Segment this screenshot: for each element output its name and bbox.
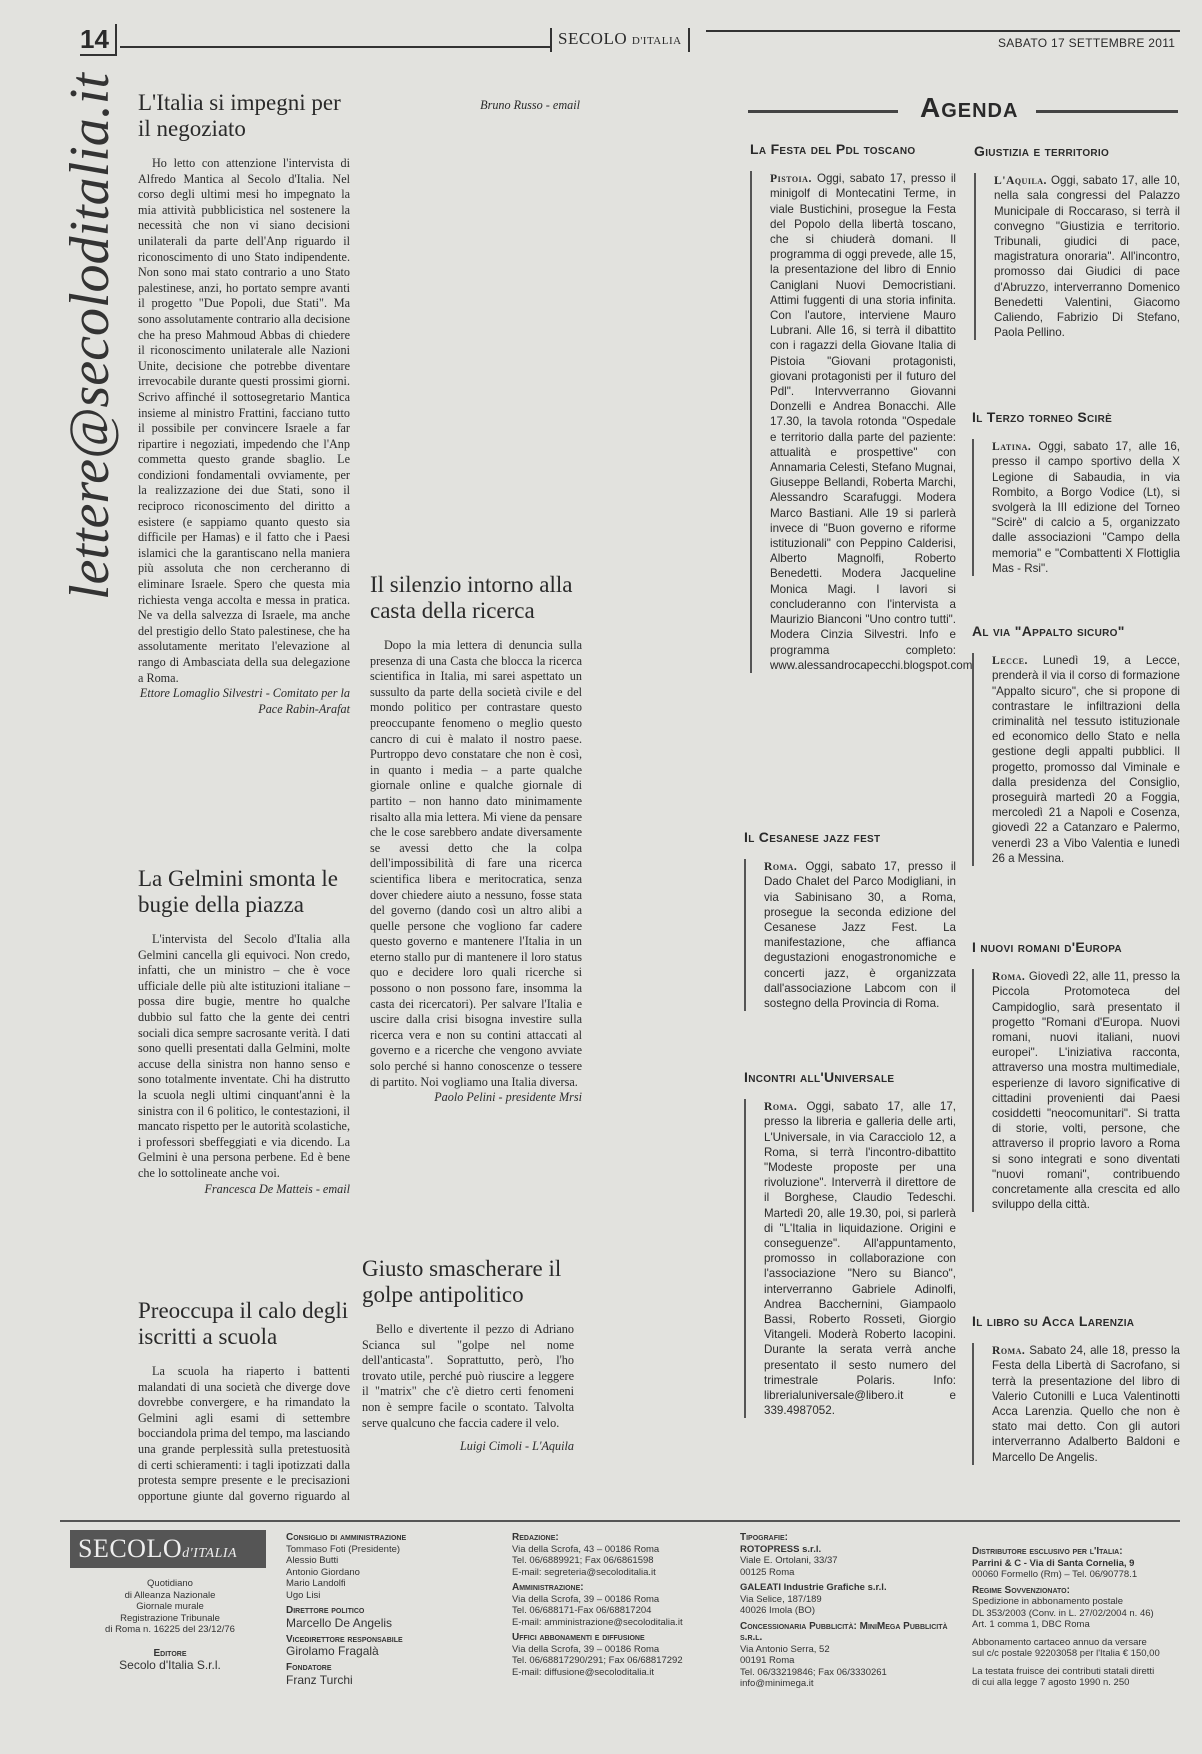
agenda-item-text: Oggi, sabato 17, presso il minigolf di Montecatini Terme, in viale Bustichini, prosegue la Festa del Popolo della libertà toscano, che si chiuderà domani. Il programma di oggi prevede, alle 15, la presentazione del libro di Ennio Caniglani Nuovi Democristiani. Attimi fuggenti di una storia infinita. Con l'autore, interviene Mauro Lubrani. Alle 16, si terrà il dibattito con i ragazzi della Giovane Italia di Pistoia "Giovani protagonisti, giovani protagonisti per il futuro del Pdl". Intervverranno Giovanni Donzelli e Andrea Bonacchi. Alle 17.30, la tavola rotonda "Ospedale e territorio dalla parte del paziente: attualità e prospettive" con Annamaria Celesti, Stefano Mugnai, Giuseppe Bellandi, Roberta Marchi, Alessandro Scarafuggi. Modera Marco Bastiani. Alle 19 si parlerà invece di "Buon governo e riforme istituzionali" con Peppino Calderisi, Alberto Magnolfi, Roberto Benedetti. Modera Jacqueline Monica Magi. I lavori si concluderanno con l'intervista a Maurizio Bianconi "Uno contro tutti". Modera Cinzia Silvestri. Info e programma completo: www.alessandrocapecchi.blogspot.com: [770, 172, 973, 672]
footer-text: Spedizione in abbonamento postale: [972, 1596, 1124, 1607]
agenda-item-text: Oggi, sabato 17, presso il Dado Chalet del Parco Modigliani, in via Sabinisano 30, a Roma, prosegue la seconda edizione del Cesanese Jazz Fest. La manifestazione, che affianca degustazioni enogastronomiche e concerti jazz, è organizzata dall'associazione Labcom con il sostegno della Provincia di Roma.: [764, 860, 956, 1011]
agenda-item-city: Latina.: [992, 440, 1032, 454]
article-signature: Francesca De Matteis - email: [204, 1181, 350, 1196]
agenda-item: [972, 1314, 1180, 1465]
footer-text: E-mail: segreteria@secoloditalia.it: [512, 1566, 656, 1578]
masthead: [550, 28, 690, 52]
footer-text: di cui alla legge 7 agosto 1990 n. 250: [972, 1677, 1130, 1688]
agenda-item: [744, 830, 956, 1011]
header-rule-right: [706, 30, 1180, 32]
footer-board: [286, 1532, 486, 1687]
issue-date: SABATO 17 SETTEMBRE 2011: [998, 36, 1176, 50]
letters-email-vertical: lettere@secoloditalia.it: [59, 73, 121, 600]
footer-text: Art. 1 comma 1, DBC Roma: [972, 1619, 1090, 1630]
footer-label: Vicedirettore responsabile: [286, 1633, 403, 1645]
agenda-rule-left: [748, 110, 898, 113]
footer-text: 00191 Roma: [740, 1655, 795, 1666]
article-ricerca: [370, 572, 582, 1106]
footer-text: di Alleanza Nazionale: [124, 1589, 216, 1601]
article-title: La Gelmini smonta le bugie della piazza: [138, 866, 338, 917]
masthead-title: SECOLO: [558, 29, 628, 48]
agenda-item-title: Giustizia e territorio: [974, 143, 1110, 159]
agenda-title: Agenda: [920, 92, 1019, 123]
footer-text: Via Selice, 187/189: [740, 1593, 822, 1605]
footer-text: Abbonamento cartaceo annuo da versare: [972, 1636, 1147, 1648]
footer-printing: [740, 1532, 960, 1690]
footer-text: E-mail: diffusione@secoloditalia.it: [512, 1666, 655, 1678]
article-gelmini: [138, 866, 350, 1197]
footer-text: Via della Scrofa, 39 – 00186 Roma: [512, 1593, 660, 1605]
agenda-item: [744, 1070, 956, 1418]
article-iscritti-part1: [138, 1298, 350, 1503]
footer-text: Antonio Giordano: [286, 1566, 360, 1578]
agenda-item-title: Il Terzo torneo Scirè: [972, 409, 1113, 425]
agenda-item-title: I nuovi romani d'Europa: [972, 939, 1122, 955]
footer-text: di Roma n. 16225 del 23/12/76: [105, 1624, 235, 1635]
agenda-item-title: Il libro su Acca Larenzia: [972, 1313, 1135, 1329]
footer-label: Fondatore: [286, 1662, 332, 1673]
agenda-item-city: Roma.: [764, 1100, 798, 1114]
footer-text: Giornale murale: [136, 1601, 204, 1612]
footer-text: Secolo d'Italia S.r.l.: [119, 1658, 221, 1672]
footer-text: Via della Scrofa, 43 – 00186 Roma: [512, 1543, 660, 1555]
agenda-item: [974, 144, 1180, 340]
article-body: La scuola ha riaperto i battenti malandati di una società che diverge dove dovrebbe convergere, e ha rimandato la Gelmini agli esami di settembre bocciandola prima del tempo, ma lasciando una grande perplessità sulla pretestuosità di certi schieramenti: i tagli ipotizzati dalla protesta sempre presente e le precisazioni opportune giunte dal governo riguardo al: [138, 1364, 350, 1503]
footer-label: Tipografie:: [740, 1532, 788, 1543]
footer-label: Regime Sovvenzionato:: [972, 1584, 1070, 1596]
agenda-item-text: Lunedì 19, a Lecce, prenderà il via il corso di formazione "Appalto sicuro", che si propone di contrastare le infiltrazioni della criminalità nel tessuto istituzionale ed economico dello Stato e nella gestione degli appalti pubblici. Il progetto, promosso dal Viminale e dalla presidenza del Consiglio, proseguirà martedì 20 a Foggia, mercoledì 21 a Napoli e Cosenza, giovedì 22 a Catanzaro e Palermo, venerdì 23 a Vibo Valentia e lunedì 26 a Messina.: [992, 654, 1180, 865]
footer-text: 00125 Roma: [740, 1566, 795, 1578]
footer-distribution: [972, 1546, 1180, 1689]
article-body: Dopo la mia lettera di denuncia sulla presenza di una Casta che blocca la ricerca scientifica in Italia, mi sarei aspettato un sussulto da parte della società civile e del mondo politico per contrastare questo preoccupante fenomeno o meglio questo cancro di cui è malato il nostro paese. Purtroppo devo constatare che non è così, in quanto i media – a parte qualche giornale online e qualche giornale di partito – non hanno dato minimamente risalto alla mia lettera. Mi viene da pensare che le cose sarebbero andate diversamente se avessi detto che la colpa dell'impossibilità di fare una ricerca scientifica libera e meritocratica, senza dover chiedere aiuto a nessuno, fosse stata del governo (dando così un altro alibi a quelle persone che vogliono far cadere questo governo e mantenere l'Italia in un eterno stallo pur di mantenere il loro status quo e decidere loro quali ricerche si possono o non possono fare, insomma la casta dei ricercatori). Per salvare l'Italia e uscire dalla crisi bisogna investire sulla ricerca vera e non su contini attaccati al governo e a ricerche che vengono avviate solo perché si hanno conoscenze o tessere di partito. Noi vogliamo una Italia diversa.: [370, 638, 582, 1089]
footer-text: GALEATI Industrie Grafiche s.r.l.: [740, 1582, 887, 1593]
agenda-item-text: Sabato 24, alle 18, presso la Festa della Libertà di Sacrofano, si terrà la presentazione del libro di Valerio Cutonilli e Luca Valentinotti Acca Larenzia. Quello che non è stato mai detto. Con gli autori interverranno Adalberto Baldoni e Marcello De Angelis.: [992, 1344, 1180, 1464]
footer-text: Tel. 06/6889921; Fax 06/6861598: [512, 1555, 654, 1566]
header-rule-left: [120, 46, 550, 48]
agenda-item-text: Giovedì 22, alle 11, presso la Piccola Protomoteca del Campidoglio, sarà presentato il progetto "Romani d'Europa. Nuovi romani, nuovi italiani, nuovi europei". L'iniziativa racconta, attraverso una mostra multimediale, esperienze di lavoro significative di cittadini provenienti dai Paesi cosiddetti "neocomunitari". Si tratta di storie, volti, persone, che attraverso il proprio lavoro a Roma si sono integrati e sono diventati "nuovi romani", contribuendo concretamente alla crescita ed allo sviluppo della città.: [992, 970, 1180, 1212]
footer-text: E-mail: amministrazione@secoloditalia.it: [512, 1616, 683, 1628]
footer-text: Tommaso Foti (Presidente): [286, 1543, 401, 1555]
footer-text: Tel. 06/688171-Fax 06/68817204: [512, 1605, 652, 1616]
footer-registration: [80, 1578, 260, 1672]
footer-text: 40026 Imola (BO): [740, 1605, 815, 1616]
footer-label: Redazione:: [512, 1532, 559, 1543]
footer-label: Editore: [153, 1647, 187, 1659]
footer-text: Parrini & C - Via di Santa Cornelia, 9: [972, 1557, 1135, 1569]
footer-text: DL 353/2003 (Conv. in L. 27/02/2004 n. 46): [972, 1607, 1154, 1619]
footer-text: Tel. 06/68817290/291; Fax 06/68817292: [512, 1655, 683, 1666]
agenda-item-text: Oggi, sabato 17, alle 10, nella sala congressi del Palazzo Municipale di Roccaraso, si terrà il convegno "Giustizia e territorio. Tribunali, giudici di pace, magistratura onoraria". All'incontro, promosso dai Giudici di pace d'Abruzzo, interverranno Domenico Benedetti Valentini, Giacomo Caliendo, Fabrizio Di Stefano, Paola Pellino.: [994, 174, 1180, 340]
footer-text: ROTOPRESS s.r.l.: [740, 1543, 822, 1555]
footer-text: Tel. 06/33219846; Fax 06/3330261: [740, 1666, 887, 1678]
article-title: Il silenzio intorno alla casta della ricerca: [370, 572, 573, 623]
agenda-header: [748, 92, 1178, 126]
footer-label: Direttore politico: [286, 1605, 365, 1616]
article-body: Ho letto con attenzione l'intervista di Alfredo Mantica al Secolo d'Italia. Nel corso degli ultimi mesi ho impegnato la mia attività pubblicistica nel sostenere la necessità che non vi siano decisioni unilaterali da parte dell'Anp riguardo il riconoscimento di uno Stato indipendente. Non sono mai stato contrario a uno Stato palestinese, anzi, ho portato sempre avanti il progetto "Due Popoli, due Stati". Ma sono assolutamente contrario alla decisione che ha preso Mahmoud Abbas di chiedere il riconoscimento unilaterale alle Nazioni Unite, decisione che potrebbe diventare irrevocabile durante questi prossimi giorni. Scrivo affinché il sottosegretario Mantica insieme al ministro Frattini, facciano tutto il possibile per convincere Israele a far ripartire i negoziati, impedendo che l'Anp commetta questo grande sbaglio. Le condizioni fondamentali ovviamente, per la realizzazione dei due Stati, sono il reciproco riconoscimento del diritto a esistere (e sappiamo quanto questo sia difficile per Hamas) e il fatto che i Paesi islamici che la garantiscano nella maniera più assoluta che non cercheranno di eliminare Israele. Spero che questa mia richiesta venga accolta e messa in pratica. Ne va della salvezza di Israele, ma anche del prestigio dello Stato palestinese, che ha assolutamente meritato l'elevazione al rango di Ambasciata della sua delegazione a Roma.: [138, 156, 350, 685]
footer-text: Alessio Butti: [286, 1555, 339, 1566]
footer-text: Franz Turchi: [286, 1672, 353, 1687]
footer-label: Distributore esclusivo per l'Italia:: [972, 1546, 1123, 1557]
article-signature: Luigi Cimoli - L'Aquila: [459, 1439, 574, 1454]
agenda-item-city: L'Aquila.: [994, 174, 1047, 188]
footer-text: Via della Scrofa, 39 – 00186 Roma: [512, 1643, 660, 1655]
agenda-item: [750, 141, 973, 673]
article-signature: Ettore Lomaglio Silvestri - Comitato per la Pace Rabin-Arafat: [139, 686, 350, 716]
footer-rule: [60, 1520, 1180, 1522]
agenda-item-text: Oggi, sabato 17, alle 16, presso il campo sportivo della X Legione di Sabaudia, in via Rombito, a Borgo Vodice (Lt), si svolgerà la III edizione del Torneo "Scirè" di calcio a 5, organizzato dalle associazioni "Campo della memoria" e "Combattenti X Flottiglia Mas - Rsi".: [992, 440, 1180, 575]
footer-text: 00060 Formello (Rm) – Tel. 06/90778.1: [972, 1569, 1138, 1580]
agenda-item-city: Roma.: [764, 860, 798, 874]
article-title: L'Italia si impegni per il negoziato: [138, 90, 341, 141]
agenda-item-title: Al via "Appalto sicuro": [972, 623, 1125, 639]
agenda-item-title: La Festa del Pdl toscano: [750, 141, 916, 157]
footer-text: Marcello De Angelis: [286, 1615, 393, 1630]
agenda-item-text: Oggi, sabato 17, alle 17, presso la libreria e galleria delle arti, L'Universale, in via Caracciolo 12, a Roma, si terrà l'incontro-dibattito "Modeste proposte per una rivoluzione". Interverrà il direttore de il Borghese, Claudio Tedeschi. Martedì 20, alle 19.30, poi, si parlerà di "L'Italia in liquidazione. Origini e conseguenze". All'appuntamento, promosso in collaborazione con l'associazione "Nero su Bianco", interverranno Gabriele Adinolfi, Andrea Bacchernini, Giampaolo Bassi, Roberto Rosseti, Giorgio Vitangeli. Moderà Roberto Iacopini. Durante la serata verrà anche presentato il sesto numero del trimestrale Polaris. Info: librerialuniversale@libero.it e 339.4987052.: [764, 1100, 956, 1418]
footer-text: Girolamo Fragalà: [286, 1644, 379, 1658]
article-title: Preoccupa il calo degli iscritti a scuola: [138, 1298, 349, 1349]
agenda-item-city: Roma.: [992, 1344, 1026, 1358]
footer-text: Viale E. Ortolani, 33/37: [740, 1555, 838, 1566]
footer-text: Via Antonio Serra, 52: [740, 1643, 830, 1655]
footer-text: La testata fruisce dei contributi statali diretti: [972, 1665, 1155, 1677]
article-body: L'intervista del Secolo d'Italia alla Gelmini cancella gli equivoci. Non credo, infatti, che un ministro – che è voce ufficiale delle più alte istituzioni italiane – possa dire bugie, mentre ho qualche dubbio sul fatto che la gente dei centri sociali dica sempre sacrosante verità. I dati sono quelli presentati dalla Gelmini, molte accuse della sinistra non hanno senso e sono totalmente inventate. Chi ha distrutto la scuola negli ultimi cinquant'anni è la sinistra con il 6 politico, le contestazioni, il mancato rispetto per le autorità scolastiche, i professori sbeffeggiati e via dicendo. La Gelmini è una persona perbene. Ed è bene che lo sottolineate anche voi.: [138, 932, 350, 1180]
agenda-item-city: Roma.: [992, 970, 1026, 984]
masthead-sub: D'ITALIA: [631, 35, 682, 47]
footer-text: sul c/c postale 92203058 per l'Italia € 150,00: [972, 1648, 1160, 1659]
agenda-item-title: Incontri all'Universale: [744, 1069, 895, 1085]
agenda-item-city: Lecce.: [992, 654, 1028, 668]
article-iscritti-cont: [376, 92, 580, 542]
article-golpe: [362, 1256, 574, 1455]
footer-text: Mario Landolfi: [286, 1578, 346, 1589]
footer-logo: [70, 1530, 266, 1568]
footer-text: Ugo Lisi: [286, 1589, 321, 1601]
footer-label: Concessionaria Pubblicità: MiniMega Pubblicità s.r.l.: [740, 1620, 948, 1643]
footer-text: info@minimega.it: [740, 1678, 814, 1689]
footer-label: Consiglio di amministrazione: [286, 1532, 407, 1543]
logo-title: SECOLO: [78, 1534, 183, 1563]
article-title: Giusto smascherare il golpe antipolitico: [362, 1256, 562, 1307]
article-signature: Bruno Russo - email: [480, 98, 580, 112]
agenda-item: [972, 940, 1180, 1212]
footer-label: Amministrazione:: [512, 1582, 584, 1593]
footer-label: Uffici abbonamenti e diffusione: [512, 1632, 645, 1643]
agenda-item: [972, 624, 1180, 866]
agenda-rule-right: [1036, 110, 1178, 113]
footer-text: Registrazione Tribunale: [120, 1612, 220, 1624]
logo-sub: d'ITALIA: [182, 1546, 238, 1561]
footer-contacts: [512, 1532, 722, 1678]
article-signature: Paolo Pelini - presidente Mrsi: [434, 1090, 582, 1105]
article-body: Bello e divertente il pezzo di Adriano Scianca sul "golpe nel nome dell'anticasta". Soprattutto, però, l'ho trovato utile, perché può riuscire a leggere il "matrix" che c'è dietro certi fenomeni non è sempre facile o scontato. Talvolta serve qualcuno che faccia cadere il velo.: [362, 1322, 574, 1430]
article-negoziato: [138, 90, 350, 717]
agenda-item-city: Pistoia.: [770, 172, 812, 186]
page-number: 14: [80, 24, 117, 56]
agenda-item-title: Il Cesanese jazz fest: [744, 829, 881, 845]
footer-text: Quotidiano: [147, 1578, 193, 1589]
agenda-item: [972, 410, 1180, 576]
